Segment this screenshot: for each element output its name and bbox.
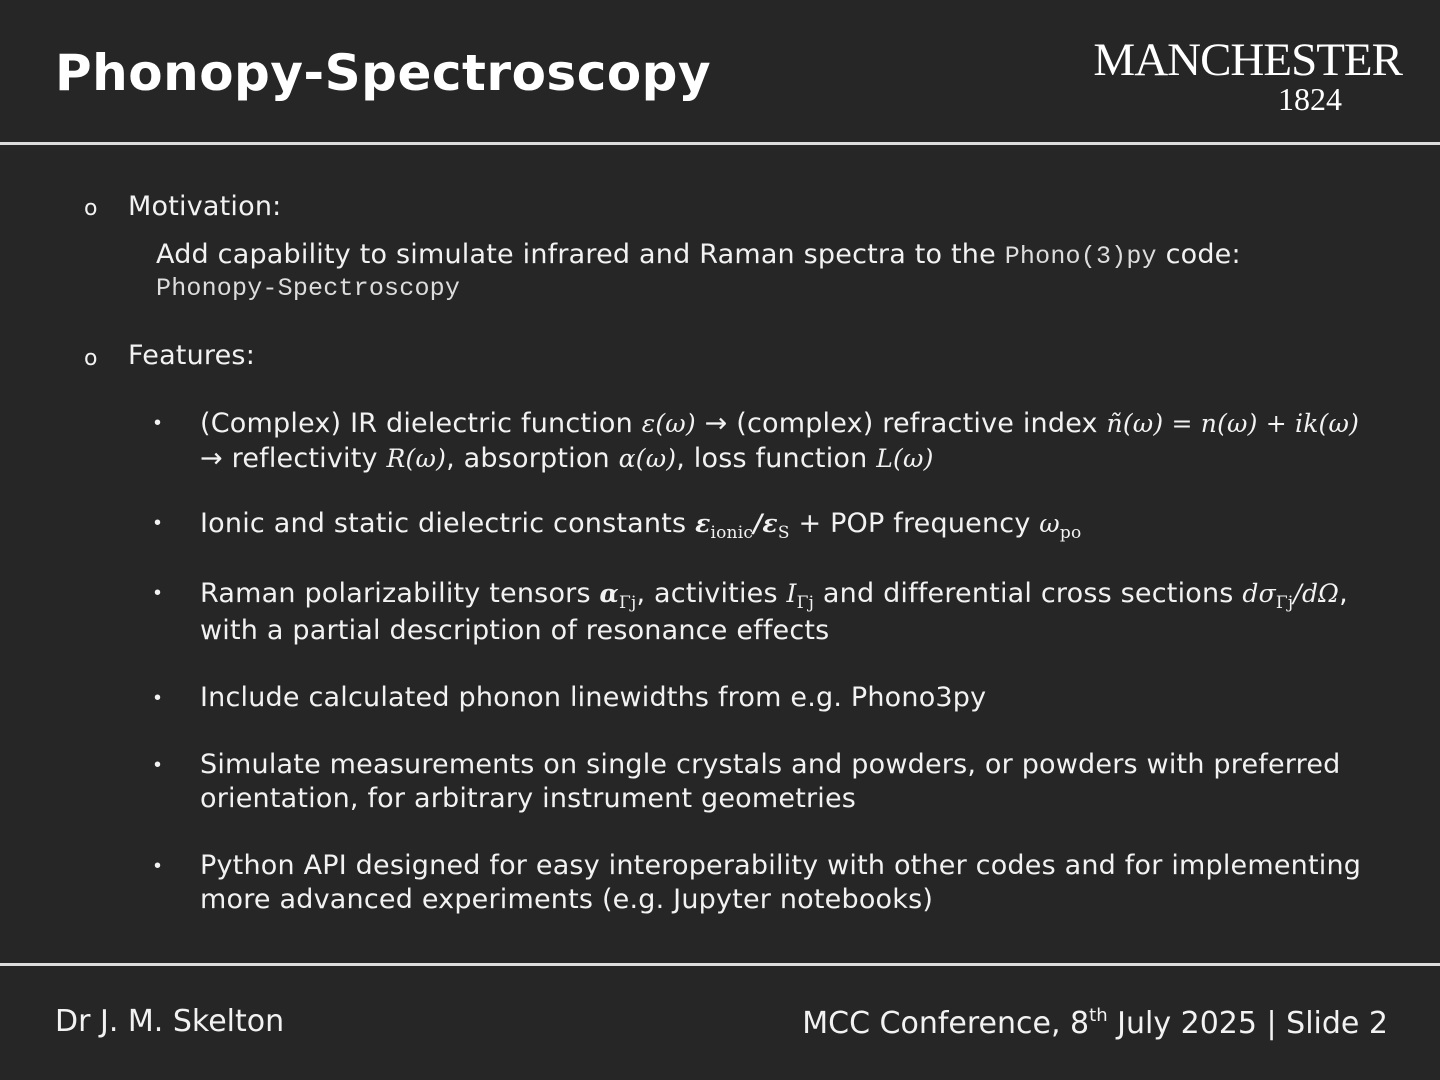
feature-raman-line2: with a partial description of resonance effects (200, 615, 830, 646)
subscript: S (777, 523, 790, 543)
motivation-text (156, 238, 1241, 274)
feature-simulate-line2: orientation, for arbitrary instrument geometries (200, 783, 857, 814)
logo-year: 1824 (1278, 81, 1342, 117)
feature-dielectric-line1 (200, 407, 1359, 441)
math-epsilon-bold: ε (695, 509, 711, 538)
math-reflectivity: R(ω) (386, 444, 447, 473)
bullet-icon: • (154, 582, 162, 604)
math-absorption: α(ω) (618, 444, 677, 473)
subscript: Γj (796, 593, 815, 613)
conf-text: MCC Conference, 8 (802, 1006, 1090, 1041)
feature-raman-line1 (200, 577, 1348, 611)
feature-dielectric-constants (200, 507, 1081, 541)
bullet-icon: • (154, 412, 162, 434)
text: , absorption (446, 443, 610, 474)
subscript: po (1059, 523, 1082, 543)
text: → (complex) refractive index (704, 408, 1098, 439)
subscript: Γj (618, 593, 637, 613)
conf-text-after: July 2025 | Slide 2 (1107, 1006, 1388, 1041)
text: + POP frequency (798, 508, 1031, 539)
motivation-text-after: code: (1165, 239, 1241, 270)
bullet-icon: • (154, 687, 162, 709)
math-alpha-bold: α (599, 579, 619, 608)
footer-author: Dr J. M. Skelton (55, 1004, 285, 1039)
slide-title: Phonopy-Spectroscopy (55, 44, 712, 102)
footer-divider (0, 963, 1440, 966)
text: → reflectivity (200, 443, 378, 474)
university-logo (1093, 34, 1402, 117)
text: Raman polarizability tensors (200, 578, 591, 609)
feature-api-line1: Python API designed for easy interoperability with other codes and for implementing (200, 850, 1362, 881)
bullet-icon: • (154, 512, 162, 534)
footer-conference (802, 1006, 1388, 1041)
math-loss-function: L(ω) (876, 444, 934, 473)
text: Ionic and static dielectric constants (200, 508, 687, 539)
code-name: Phono(3)py (1004, 242, 1157, 271)
feature-simulate-line1: Simulate measurements on single crystals and powders, or powders with preferred (200, 749, 1341, 780)
math-epsilon-bold: /ε (753, 509, 778, 538)
circle-bullet-icon: o (84, 196, 98, 221)
features-heading: Features: (128, 340, 255, 371)
math-omega: ω (1039, 509, 1060, 538)
subscript: Γj (1275, 593, 1294, 613)
conf-superscript: th (1089, 1005, 1108, 1026)
feature-dielectric-line2 (200, 442, 934, 476)
math-dsigma: dσ (1242, 579, 1276, 608)
text: , loss function (676, 443, 868, 474)
bullet-icon: • (154, 855, 162, 877)
text: (Complex) IR dielectric function (200, 408, 633, 439)
math-domega: /dΩ (1293, 579, 1340, 608)
header-divider (0, 142, 1440, 145)
motivation-heading: Motivation: (128, 191, 282, 222)
math-intensity: I (786, 579, 797, 608)
subscript: ionic (710, 523, 754, 543)
feature-api-line2: more advanced experiments (e.g. Jupyter notebooks) (200, 884, 934, 915)
circle-bullet-icon: o (84, 346, 98, 371)
motivation-text-before: Add capability to simulate infrared and Raman spectra to the (156, 239, 996, 270)
text: , activities (636, 578, 778, 609)
math-epsilon: ε(ω) (641, 409, 696, 438)
package-name: Phonopy-Spectroscopy (156, 274, 461, 303)
math-refractive-index: ñ(ω) = n(ω) + ik(ω) (1106, 409, 1360, 438)
bullet-icon: • (154, 754, 162, 776)
feature-linewidths: Include calculated phonon linewidths from e.g. Phono3py (200, 682, 987, 713)
text: , (1339, 578, 1348, 609)
text: and differential cross sections (822, 578, 1234, 609)
logo-name: MANCHESTER (1093, 34, 1402, 86)
